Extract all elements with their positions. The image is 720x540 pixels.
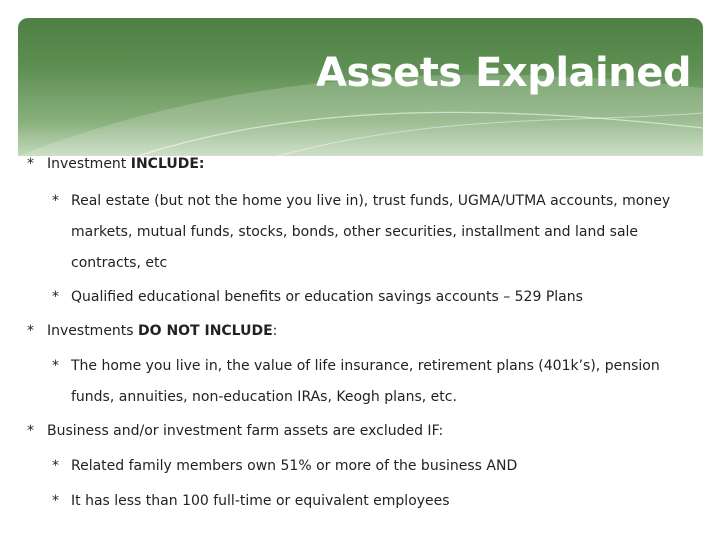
list-item: Investments DO NOT INCLUDE: [47, 323, 278, 339]
sub-bullet-marker: * [52, 193, 59, 209]
bullet-marker: * [27, 423, 34, 439]
title-banner [18, 18, 703, 156]
page-title: Assets Explained [316, 50, 691, 96]
sub-list-item-line: The home you live in, the value of life insurance, retirement plans (401k’s), pension [71, 358, 660, 374]
sub-list-item-line: Related family members own 51% or more of the business AND [71, 458, 518, 474]
sub-list-item-line: Qualified educational benefits or education savings accounts – 529 Plans [71, 289, 583, 305]
list-item: Business and/or investment farm assets are excluded IF: [47, 423, 444, 439]
list-item: Investment INCLUDE: [47, 156, 205, 172]
bullet-marker: * [27, 323, 34, 339]
bullet-marker: * [27, 156, 34, 172]
sub-list-item-line: It has less than 100 full-time or equivalent employees [71, 493, 450, 509]
sub-bullet-marker: * [52, 458, 59, 474]
sub-bullet-marker: * [52, 289, 59, 305]
sub-bullet-marker: * [52, 493, 59, 509]
sub-bullet-marker: * [52, 358, 59, 374]
sub-list-item-line: contracts, etc [71, 255, 168, 271]
sub-list-item-line: Real estate (but not the home you live in), trust funds, UGMA/UTMA accounts, money [71, 193, 671, 209]
sub-list-item-line: funds, annuities, non-education IRAs, Keogh plans, etc. [71, 389, 457, 405]
sub-list-item-line: markets, mutual funds, stocks, bonds, other securities, installment and land sale [71, 224, 639, 240]
